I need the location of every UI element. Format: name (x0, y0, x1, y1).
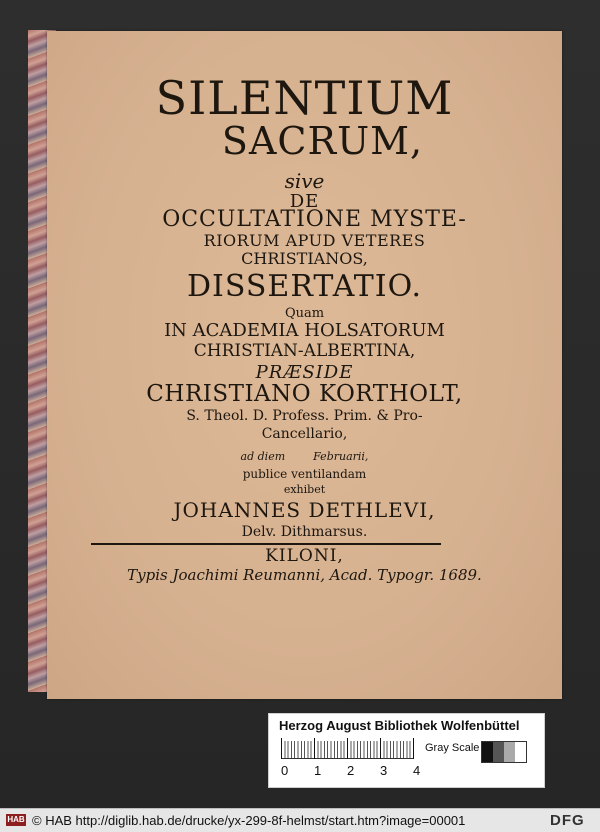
title-page (47, 31, 562, 699)
ruler-number: 3 (380, 763, 388, 778)
gray-patch (493, 742, 504, 762)
ruler-number: 2 (347, 763, 355, 778)
ruler-number: 4 (413, 763, 421, 778)
color-reference-card (268, 713, 545, 788)
christian-albertina-line: CHRISTIAN-ALBERTINA, (193, 341, 416, 361)
title-line-2: SACRUM, (221, 119, 424, 163)
gray-scale-label: Gray Scale (425, 742, 480, 754)
subtitle-line-1: OCCULTATIONE MYSTE- (162, 207, 467, 232)
gray-patch (482, 742, 493, 762)
subtitle-line-2: RIORUM APUD VETERES (203, 231, 426, 250)
imprint-printer: Typis Joachimi Reumanni, Acad. Typogr. 1689. (127, 566, 482, 584)
praeside-word: PRÆSIDE (255, 362, 354, 383)
praeses-title-line-2: Cancellario, (261, 426, 348, 442)
februarii-text: Februarii, (313, 450, 369, 463)
respondent-name: JOHANNES DETHLEVI, (173, 498, 436, 522)
exhibet-word: exhibet (283, 483, 326, 496)
gray-patch (504, 742, 515, 762)
subtitle-line-3: CHRISTIANOS, (241, 249, 368, 268)
de-word: DE (289, 191, 320, 212)
dissertatio-heading: DISSERTATIO. (186, 269, 423, 304)
academia-line: IN ACADEMIA HOLSATORUM (164, 320, 445, 341)
viewer-footer (0, 808, 600, 832)
imprint-divider (91, 543, 441, 545)
title-line-1: SILENTIUM (155, 71, 454, 125)
library-name: Herzog August Bibliothek Wolfenbüttel (279, 718, 520, 733)
source-credit-link[interactable]: © HAB http://diglib.hab.de/drucke/yx-299-8f-helmst/start.htm?image=00001 (32, 813, 466, 828)
date-line (47, 450, 562, 463)
respondent-origin: Delv. Dithmarsus. (241, 524, 368, 540)
gray-patch (515, 742, 526, 762)
gray-scale-patches (481, 741, 527, 763)
publice-line: publice ventilandam (242, 467, 367, 481)
quam-word: Quam (284, 306, 325, 321)
scale-ruler-major-ticks (281, 738, 421, 759)
dfg-logo: DFG (550, 812, 585, 829)
imprint-place: KILONI, (265, 546, 344, 566)
praeses-name: CHRISTIANO KORTHOLT, (146, 381, 463, 407)
ad-diem-text: ad diem (240, 450, 286, 463)
ruler-number: 1 (314, 763, 322, 778)
praeses-title-line-1: S. Theol. D. Profess. Prim. & Pro- (186, 408, 423, 424)
ruler-number: 0 (281, 763, 289, 778)
sive-word: sive (284, 169, 325, 193)
hab-logo-icon: HAB (7, 815, 25, 824)
